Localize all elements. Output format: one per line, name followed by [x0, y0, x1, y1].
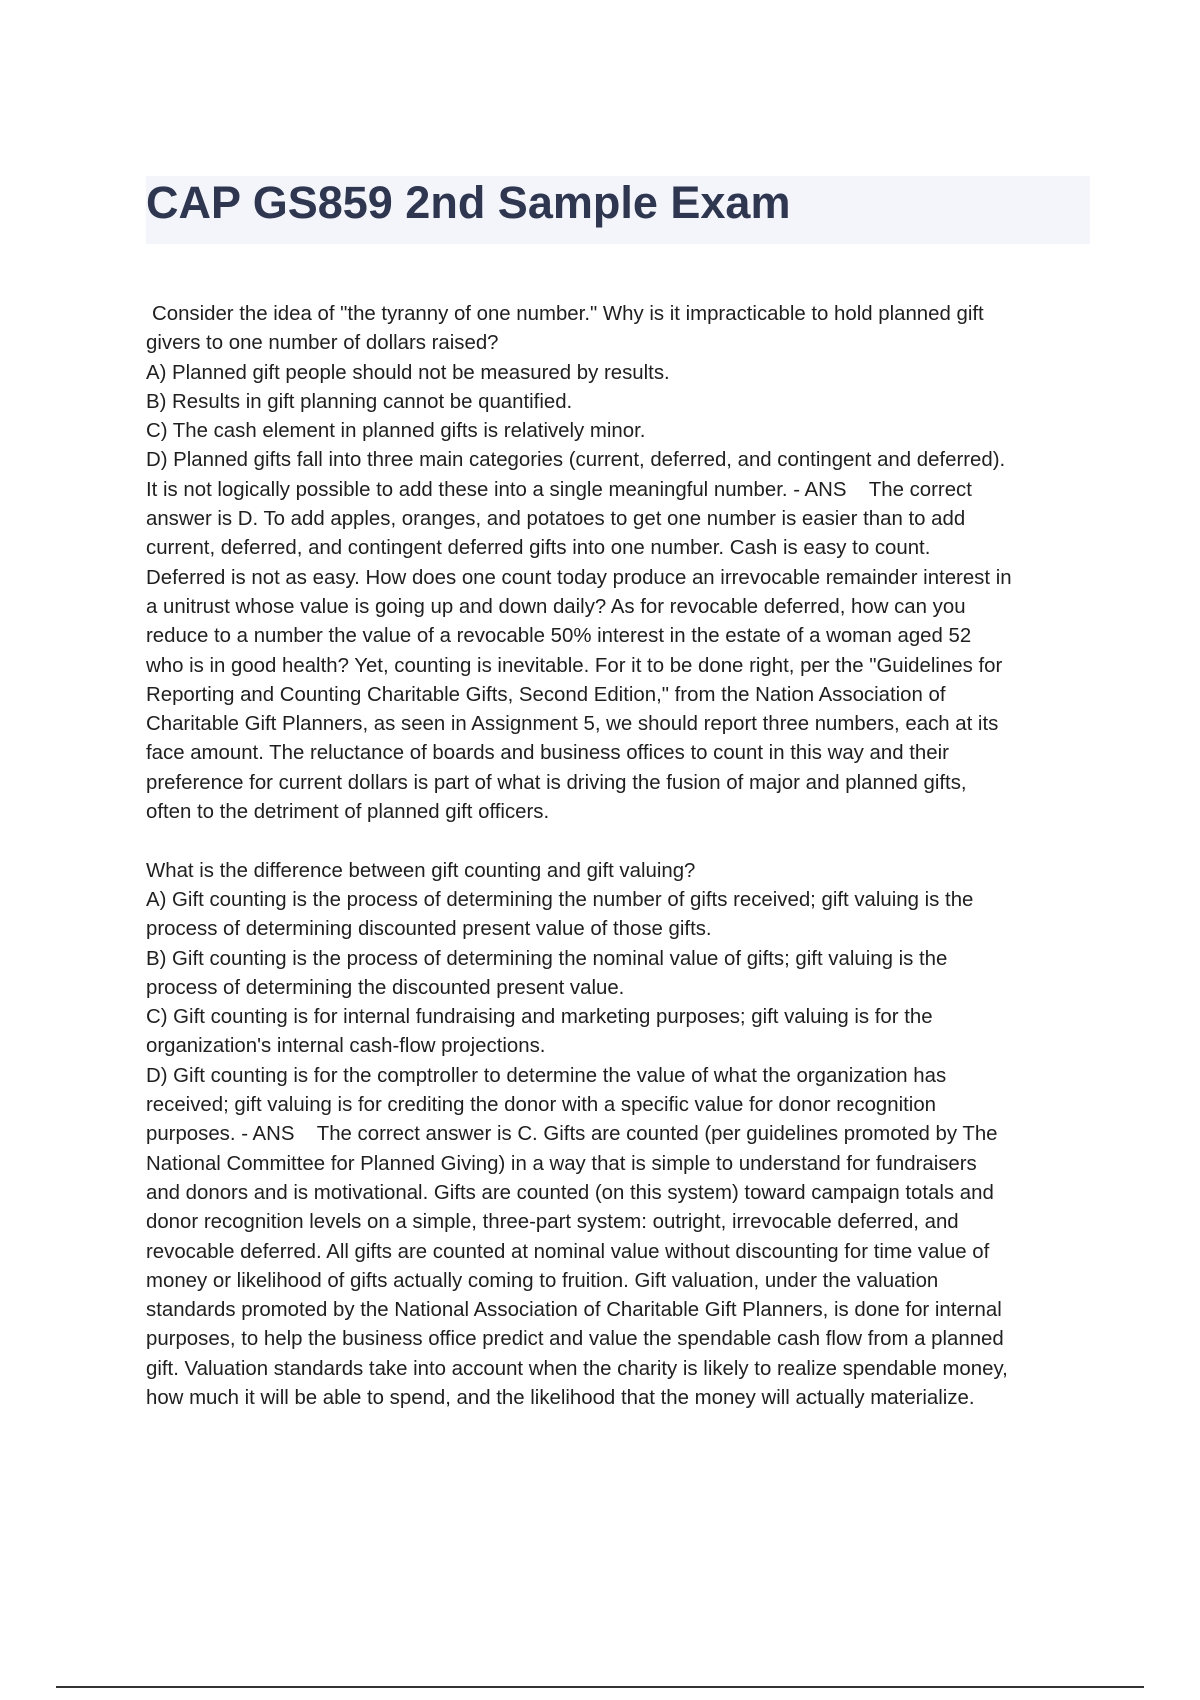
question-2-explanation-line: money or likelihood of gifts actually coming to fruition. Gift valuation, under the valuation — [146, 1269, 939, 1292]
question-2-option-d: D) Gift counting is for the comptroller to determine the value of what the organization has — [146, 1064, 947, 1087]
question-1-explanation-line: who is in good health? Yet, counting is inevitable. For it to be done right, per the "Guidelines for — [146, 654, 1003, 677]
question-2-explanation-line: revocable deferred. All gifts are counted at nominal value without discounting for time value of — [146, 1240, 990, 1263]
title-banner — [146, 176, 1090, 244]
question-2-option-c-cont: organization's internal cash-flow projections. — [146, 1035, 546, 1058]
question-2-explanation-line: donor recognition levels on a simple, three-part system: outright, irrevocable deferred, and — [146, 1211, 959, 1234]
page-title: CAP GS859 2nd Sample Exam — [146, 177, 791, 228]
question-1-text-cont: givers to one number of dollars raised? — [146, 332, 499, 355]
question-1-text: Consider the idea of "the tyranny of one number." Why is it impracticable to hold planned gift — [152, 303, 984, 325]
question-2-text: What is the difference between gift counting and gift valuing? — [146, 859, 696, 882]
question-2-explanation-line: purposes, to help the business office predict and value the spendable cash flow from a planned — [146, 1328, 1004, 1351]
question-2-explanation-line: gift. Valuation standards take into account when the charity is likely to realize spendable money, — [146, 1357, 1008, 1380]
question-2-explanation-line: and donors and is motivational. Gifts are counted (on this system) toward campaign totals and — [146, 1181, 994, 1204]
question-1-explanation-line: reduce to a number the value of a revocable 50% interest in the estate of a woman aged 52 — [146, 625, 972, 648]
question-2-option-a-cont: process of determining discounted present value of those gifts. — [146, 918, 712, 941]
question-1-explanation-line: answer is D. To add apples, oranges, and potatoes to get one number is easier than to add — [146, 508, 966, 531]
question-2-option-b: B) Gift counting is the process of determining the nominal value of gifts; gift valuing is the — [146, 947, 948, 970]
question-1-option-b: B) Results in gift planning cannot be quantified. — [146, 390, 573, 413]
question-2-explanation-line: National Committee for Planned Giving) in a way that is simple to understand for fundraisers — [146, 1152, 977, 1175]
question-2-answer: purposes. - ANS The correct answer is C. Gifts are counted (per guidelines promoted by The — [146, 1123, 998, 1146]
question-1-explanation-line: a unitrust whose value is going up and down daily? As for revocable deferred, how can you — [146, 595, 966, 618]
question-1-option-c: C) The cash element in planned gifts is relatively minor. — [146, 420, 646, 443]
question-1-option-a: A) Planned gift people should not be measured by results. — [146, 361, 670, 384]
question-block-2 — [146, 857, 1096, 1414]
question-1-option-d-and-answer: It is not logically possible to add these into a single meaningful number. - ANS The correct — [146, 478, 972, 501]
question-2-option-a: A) Gift counting is the process of determining the number of gifts received; gift valuing is the — [146, 888, 974, 911]
question-1-explanation-line: Deferred is not as easy. How does one count today produce an irrevocable remainder interest in — [146, 566, 1012, 589]
question-2-explanation-line: how much it will be able to spend, and the likelihood that the money will actually materialize. — [146, 1386, 975, 1409]
question-2-option-b-cont: process of determining the discounted present value. — [146, 976, 625, 999]
question-1-explanation-line: Reporting and Counting Charitable Gifts, Second Edition," from the Nation Association of — [146, 683, 946, 706]
question-1-explanation-line: current, deferred, and contingent deferred gifts into one number. Cash is easy to count. — [146, 537, 931, 560]
footer-divider — [56, 1686, 1144, 1688]
question-2-explanation-line: standards promoted by the National Association of Charitable Gift Planners, is done for internal — [146, 1299, 1002, 1322]
question-1-explanation-line: often to the detriment of planned gift officers. — [146, 801, 550, 824]
question-1-explanation-line: Charitable Gift Planners, as seen in Assignment 5, we should report three numbers, each at its — [146, 713, 999, 736]
question-block-1 — [146, 300, 1096, 827]
question-2-option-c: C) Gift counting is for internal fundraising and marketing purposes; gift valuing is for the — [146, 1006, 933, 1029]
question-1-explanation-line: preference for current dollars is part of what is driving the fusion of major and planned gifts, — [146, 771, 967, 794]
question-1-explanation-line: face amount. The reluctance of boards and business offices to count in this way and their — [146, 742, 949, 765]
question-1-option-d: D) Planned gifts fall into three main categories (current, deferred, and contingent and deferred). — [146, 449, 1006, 472]
exam-content — [146, 300, 1096, 1443]
question-2-option-d-cont: received; gift valuing is for crediting the donor with a specific value for donor recognition — [146, 1094, 936, 1117]
